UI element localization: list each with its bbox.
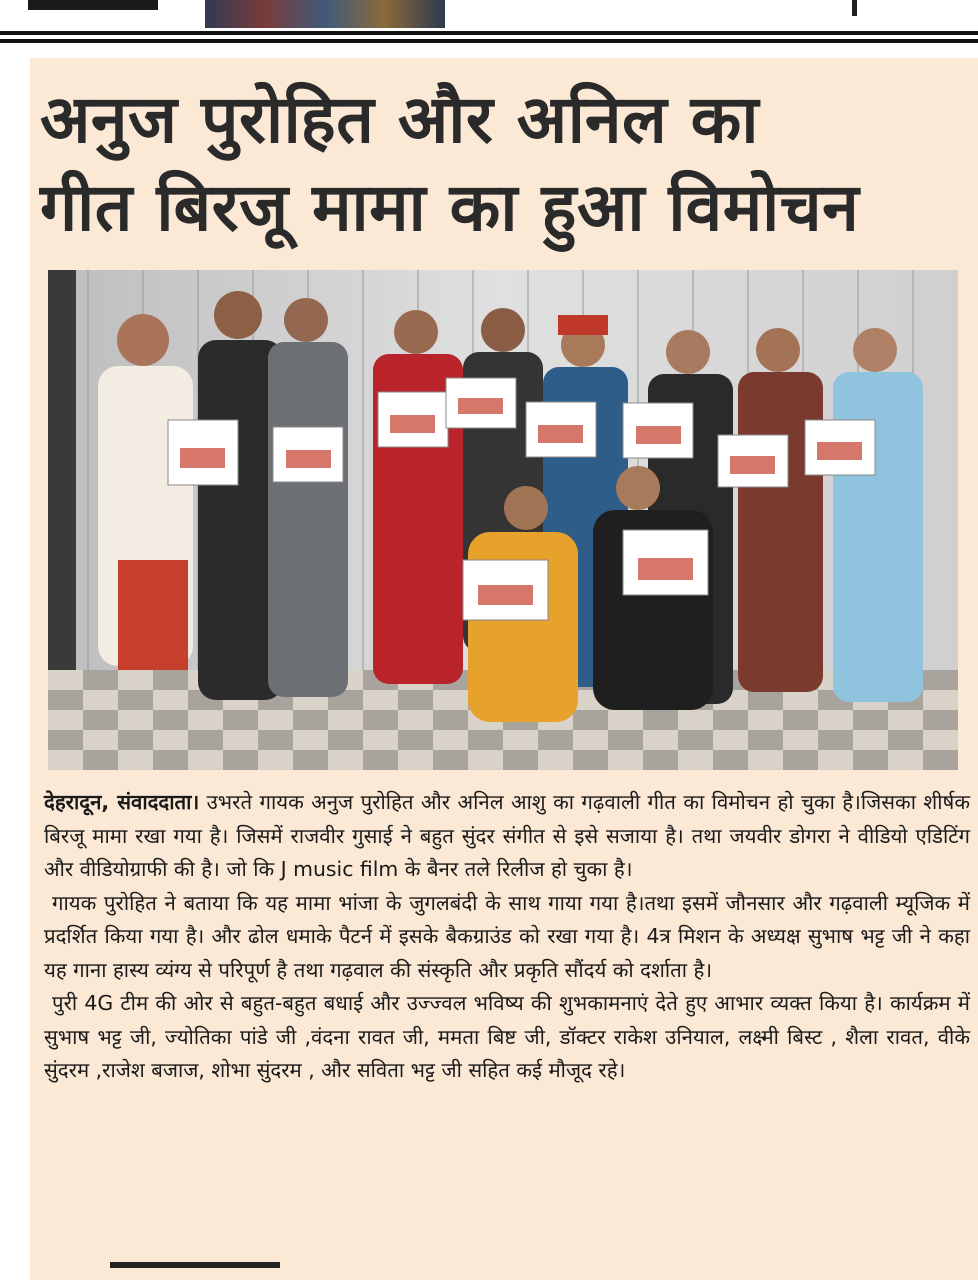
news-article <box>30 58 978 1280</box>
column-divider <box>852 0 857 16</box>
paragraph-2: गायक पुरोहित ने बताया कि यह मामा भांजा के जुगलबंदी के साथ गाया गया है।तथा इसमें जौनसार और गढ़वाली म्यूजिक में प्रदर्शित किया गया है। और ढोल धमाके पैटर्न में इसके बैकग्राउंड को रखा गया है। 4त्र मिशन के अध्यक्ष सुभाष भट्ट जी ने कहा यह गाना हास्य व्यंग्य से परिपूर्ण है तथा गढ़वाल की संस्कृति और प्रकृति सौंदर्य को दर्शाता है। <box>44 890 970 982</box>
thumbnail-photo <box>205 0 445 28</box>
headline-line-1: अनुज पुरोहित और अनिल का <box>40 81 759 158</box>
paragraph-1-text: उभरते गायक अनुज पुरोहित और अनिल आशु का गढ़वाली गीत का विमोचन हो चुका है।जिसका शीर्षक बिरजू मामा रखा गया है। जिसमें राजवीर गुसाई ने बहुत सुंदर संगीत से इसे सजाया है। तथा जयवीर डोगरा ने वीडियो एडिटिंग और वीडियोग्राफी की है। जो कि J music film के बैनर तले रिलीज हो चुका है। <box>44 790 970 881</box>
group-photo <box>48 270 958 770</box>
paragraph-1 <box>44 786 970 887</box>
headline-line-2: गीत बिरजू मामा का हुआ विमोचन <box>40 169 860 246</box>
next-article-fragment <box>110 1262 280 1286</box>
group-photo-icon <box>48 270 958 770</box>
dateline: देहरादून, संवाददाता। <box>44 790 200 814</box>
masthead-fragment <box>28 0 158 10</box>
top-strip <box>0 0 978 30</box>
paragraph-3: पुरी 4G टीम की ओर से बहुत-बहुत बधाई और उज्ज्वल भविष्य की शुभकामनाएं देते हुए आभार व्यक्त किया है। कार्यक्रम में सुभाष भट्ट जी, ज्योतिका पांडे जी ,वंदना रावत जी, ममता बिष्ट जी, डॉक्टर राकेश उनियाल, लक्ष्मी बिस्ट , शैला रावत, वीके सुंदरम ,राजेश बजाज, शोभा सुंदरम , और सविता भट्ट जी सहित कई मौजूद रहे। <box>44 991 970 1082</box>
article-body <box>44 786 970 1088</box>
headline <box>40 76 970 252</box>
top-rule-second <box>0 39 978 43</box>
top-rule <box>0 31 978 35</box>
